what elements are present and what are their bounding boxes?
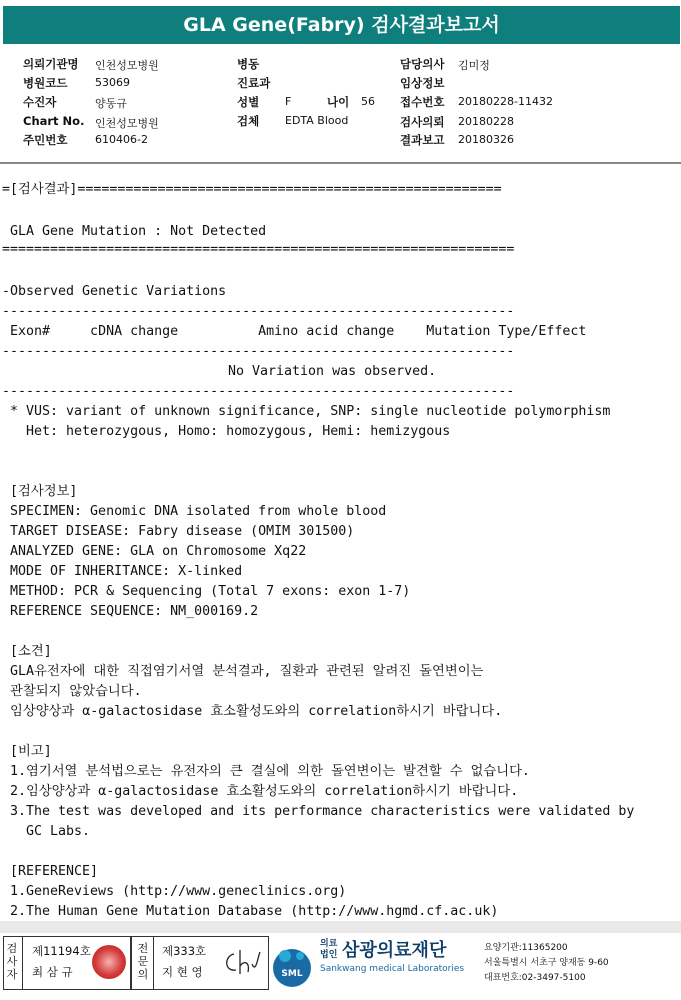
info-target-disease: TARGET DISEASE: Fabry disease (OMIM 301500) bbox=[10, 524, 355, 539]
footnote-line-2: Het: heterozygous, Homo: homozygous, Hemi: hemizygous bbox=[2, 424, 451, 439]
org-english-name: Sankwang medical Laboratories bbox=[320, 964, 465, 974]
header-divider bbox=[0, 162, 681, 164]
chart-no-value: 인천성모병원 bbox=[95, 117, 159, 130]
phone-number: 대표번호:02-3497-5100 bbox=[484, 973, 586, 983]
footer-divider bbox=[0, 921, 681, 933]
hospital-code-value: 53069 bbox=[95, 76, 130, 89]
hospital-code-label: 병원코드 bbox=[23, 76, 68, 90]
info-inheritance: MODE OF INHERITANCE: X-linked bbox=[10, 564, 243, 579]
org-prefix: 의료 법인 bbox=[320, 939, 338, 960]
dash-rule-2: ---------------------------------------------------------------- bbox=[2, 344, 515, 359]
sex-label: 성별 bbox=[237, 95, 260, 109]
reference-line-2: 2.The Human Gene Mutation Database (http://www.hgmd.cf.ac.uk) bbox=[10, 904, 499, 919]
examiner-label: 검사자 bbox=[6, 942, 18, 981]
observed-variations-title: -Observed Genetic Variations bbox=[2, 284, 227, 299]
request-date-label: 검사의뢰 bbox=[400, 115, 445, 129]
reviewer-signature-icon bbox=[222, 946, 262, 980]
receipt-no-value: 20180228-11432 bbox=[458, 95, 553, 108]
hospital-name-label: 의뢰기관명 bbox=[23, 57, 79, 71]
chart-no-label: Chart No. bbox=[23, 114, 85, 128]
address: 서울특별시 서초구 양재동 9-60 bbox=[484, 958, 609, 968]
ward-label: 병동 bbox=[237, 57, 260, 71]
facility-code: 요양기관:11365200 bbox=[484, 943, 568, 953]
note-title: [비고] bbox=[2, 744, 52, 759]
report-title: GLA Gene(Fabry) 검사결과보고서 bbox=[3, 6, 680, 44]
doctor-label: 담당의사 bbox=[400, 57, 445, 71]
patient-info-header bbox=[0, 50, 681, 162]
info-analyzed-gene: ANALYZED GENE: GLA on Chromosome Xq22 bbox=[10, 544, 307, 559]
reference-line-1: 1.GeneReviews (http://www.geneclinics.org) bbox=[10, 884, 347, 899]
specimen-value: EDTA Blood bbox=[285, 114, 349, 127]
info-specimen: SPECIMEN: Genomic DNA isolated from whole blood bbox=[10, 504, 387, 519]
info-reference-sequence: REFERENCE SEQUENCE: NM_000169.2 bbox=[10, 604, 259, 619]
footnote-line-1: * VUS: variant of unknown significance, SNP: single nucleotide polymorphism bbox=[2, 404, 611, 419]
reviewer-box-divider bbox=[153, 936, 154, 990]
test-info-title: [검사정보] bbox=[2, 484, 78, 499]
hospital-name-value: 인천성모병원 bbox=[95, 59, 159, 72]
info-method: METHOD: PCR & Sequencing (Total 7 exons: exon 1-7) bbox=[10, 584, 411, 599]
no-variation-text: No Variation was observed. bbox=[228, 364, 437, 379]
note-line-1: 1.염기서열 분석법으로는 유전자의 큰 결실에 의한 돌연변이는 발견할 수 없습니다. bbox=[10, 764, 530, 779]
mutation-result: GLA Gene Mutation : Not Detected bbox=[2, 224, 267, 239]
variation-table-header: Exon# cDNA change Amino acid change Mutation Type/Effect bbox=[2, 324, 587, 339]
dash-rule-1: ---------------------------------------------------------------- bbox=[2, 304, 515, 319]
result-section-header: =[검사결과]===================================================== bbox=[2, 182, 502, 197]
patient-value: 양동규 bbox=[95, 97, 127, 110]
opinion-line-2: 관찰되지 않았습니다. bbox=[10, 684, 142, 699]
clinical-info-label: 임상정보 bbox=[400, 76, 445, 90]
specimen-label: 검체 bbox=[237, 114, 260, 128]
reviewer-label: 전문의 bbox=[137, 942, 149, 981]
sml-logo-icon bbox=[270, 944, 314, 988]
request-date-value: 20180228 bbox=[458, 115, 514, 128]
sex-value: F bbox=[285, 95, 292, 108]
department-label: 진료과 bbox=[237, 76, 271, 90]
opinion-line-1: GLA유전자에 대한 직접염기서열 분석결과, 질환과 관련된 알려진 돌연변이는 bbox=[10, 664, 484, 679]
examiner-seal-icon bbox=[92, 945, 126, 979]
logo-text: SML bbox=[281, 969, 303, 979]
note-line-3: 3.The test was developed and its performance characteristics were validated by bbox=[10, 804, 635, 819]
dash-rule-3: ---------------------------------------------------------------- bbox=[2, 384, 515, 399]
age-value: 56 bbox=[361, 95, 375, 108]
resident-no-label: 주민번호 bbox=[23, 133, 68, 147]
resident-no-value: 610406-2 bbox=[95, 133, 148, 146]
report-date-value: 20180326 bbox=[458, 133, 514, 146]
note-line-4: GC Labs. bbox=[10, 824, 91, 839]
double-rule: ================================================================ bbox=[2, 242, 515, 257]
opinion-line-3: 임상양상과 α-galactosidase 효소활성도와의 correlation하시기 바랍니다. bbox=[10, 704, 503, 719]
patient-label: 수진자 bbox=[23, 95, 57, 109]
reviewer-number: 제333호 bbox=[162, 944, 207, 958]
opinion-title: [소견] bbox=[2, 644, 52, 659]
receipt-no-label: 접수번호 bbox=[400, 95, 445, 109]
note-line-2: 2.임상양상과 α-galactosidase 효소활성도와의 correlation하시기 바랍니다. bbox=[10, 784, 519, 799]
examiner-number: 제11194호 bbox=[32, 944, 91, 958]
org-name: 삼광의료재단 bbox=[342, 940, 447, 961]
age-label: 나이 bbox=[327, 95, 350, 109]
reference-title: [REFERENCE] bbox=[2, 864, 99, 879]
examiner-name: 최 삼 규 bbox=[32, 965, 73, 979]
reviewer-name: 지 현 영 bbox=[162, 965, 203, 979]
doctor-value: 김미정 bbox=[458, 59, 490, 72]
examiner-box-divider bbox=[22, 936, 23, 990]
report-date-label: 결과보고 bbox=[400, 133, 445, 147]
